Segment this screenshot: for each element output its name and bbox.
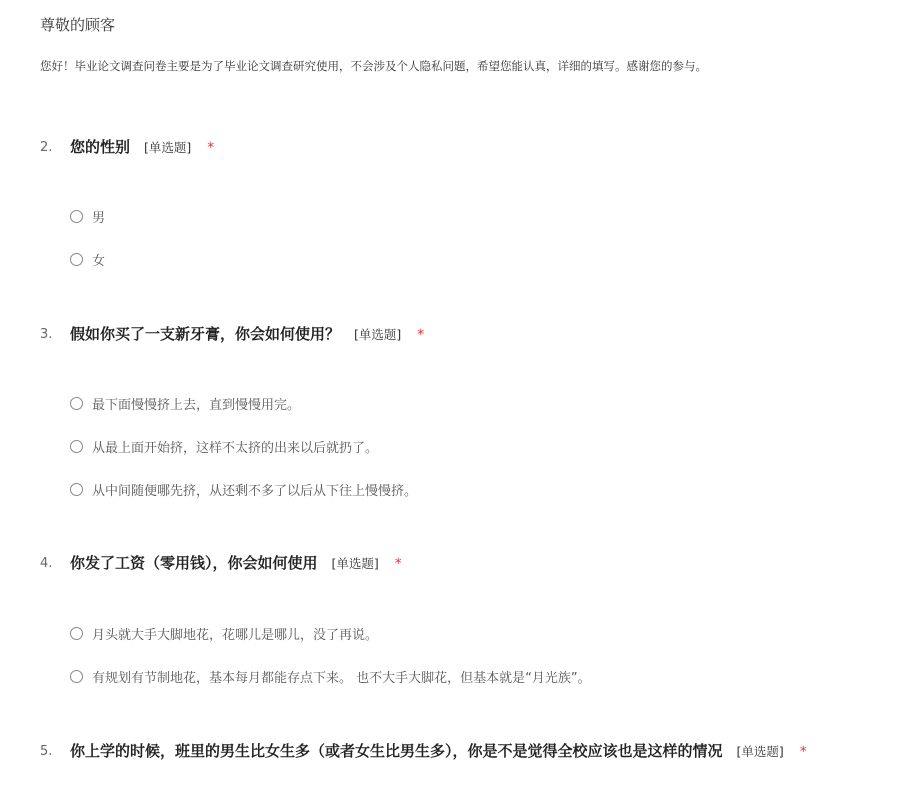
option-q4-1[interactable] [70, 623, 378, 643]
radio-button[interactable] [70, 397, 83, 410]
radio-button[interactable] [70, 627, 83, 640]
radio-button[interactable] [70, 440, 83, 453]
question-type-badge: [单选题] [144, 140, 192, 155]
option-label: 女 [92, 253, 106, 269]
option-label: 从最上面开始挤，这样不太挤的出来以后就扔了。 [92, 440, 379, 456]
required-asterisk: * [799, 744, 807, 760]
question-number: 3. [40, 327, 53, 342]
question-type-badge: [单选题] [331, 556, 379, 571]
question-4 [40, 552, 900, 576]
option-label: 男 [92, 210, 106, 226]
radio-button[interactable] [70, 253, 83, 266]
question-2 [40, 136, 900, 160]
option-q3-2[interactable] [70, 436, 378, 456]
question-title: 假如你买了一支新牙膏，你会如何使用？ [70, 325, 341, 343]
question-type-badge: [单选题] [736, 744, 784, 759]
option-q2-female[interactable] [70, 249, 105, 269]
question-number: 4. [40, 556, 53, 571]
radio-button[interactable] [70, 483, 83, 496]
question-number: 2. [40, 140, 53, 155]
radio-button[interactable] [70, 670, 83, 683]
radio-button[interactable] [70, 210, 83, 223]
option-q2-male[interactable] [70, 206, 105, 226]
option-q3-1[interactable] [70, 393, 300, 413]
option-label: 月头就大手大脚地花，花哪儿是哪儿，没了再说。 [92, 627, 379, 643]
question-number: 5. [40, 744, 53, 759]
option-q3-3[interactable] [70, 479, 417, 499]
option-q4-2[interactable] [70, 666, 591, 686]
question-title: 你发了工资（零用钱），你会如何使用 [70, 554, 318, 572]
required-asterisk: * [394, 556, 402, 572]
intro-text: 您好！毕业论文调查问卷主要是为了毕业论文调查研究使用，不会涉及个人隐私问题，希望您能认真，详细的填写。感谢您的参与。 [40, 59, 707, 73]
question-title: 您的性别 [70, 138, 131, 156]
required-asterisk: * [417, 327, 425, 343]
question-3 [40, 323, 900, 347]
question-type-badge: [单选题] [354, 327, 402, 342]
option-label: 最下面慢慢挤上去，直到慢慢用完。 [92, 397, 301, 413]
greeting-heading: 尊敬的顾客 [40, 16, 116, 34]
option-label: 有规划有节制地花，基本每月都能存点下来。 也不大手大脚花，但基本就是“月光族”。 [92, 670, 591, 686]
option-label: 从中间随便哪先挤，从还剩不多了以后从下往上慢慢挤。 [92, 483, 418, 499]
question-title: 你上学的时候，班里的男生比女生多（或者女生比男生多），你是不是觉得全校应该也是这样的情况 [70, 742, 723, 760]
required-asterisk: * [207, 140, 215, 156]
question-5 [40, 740, 900, 764]
